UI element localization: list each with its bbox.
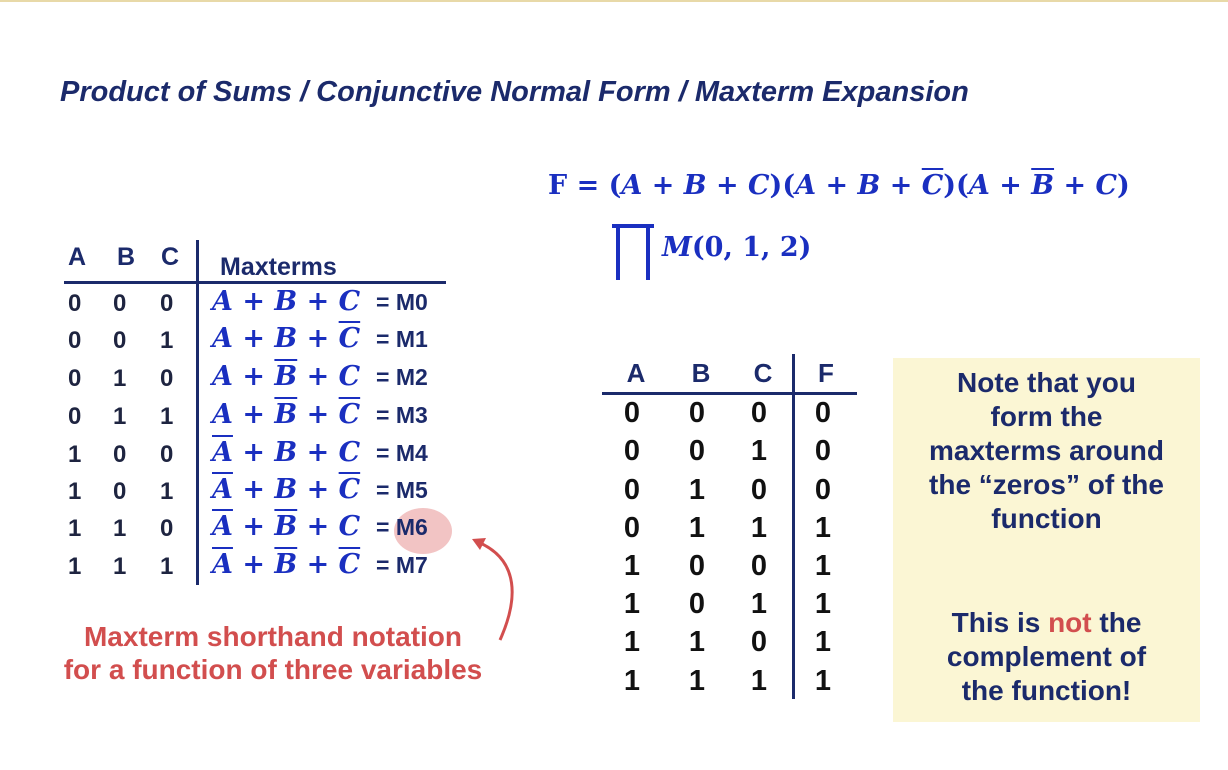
tt-row-0-a: 0 [623,397,641,429]
tt-row-1-b: 0 [688,435,706,467]
mt-row-3-label: = M3 [376,402,428,428]
tt-row-4-a: 1 [623,550,641,582]
tt-row-5-f: 1 [814,588,832,620]
mt-header-b: B [117,243,136,271]
tt-row-7-a: 1 [623,665,641,697]
top-rule [0,0,1228,2]
mt-row-2-label: = M2 [376,364,428,390]
tt-row-4-b: 0 [688,550,706,582]
tt-row-6-c: 0 [750,626,768,658]
tt-row-3-b: 1 [688,512,706,544]
mt-row-3-b: 1 [113,403,127,430]
mt-row-5-b: 0 [113,478,127,505]
tt-row-6-a: 1 [623,626,641,658]
mt-row-2-maxterm: $A + \overline{B} + C$ [212,361,361,392]
tt-row-6-f: 1 [814,626,832,658]
mt-row-7-a: 1 [68,553,82,580]
note-box [893,358,1200,722]
mt-row-5-maxterm: $\overline{A} + B + \overline{C}$ [212,474,361,505]
mt-row-4-label: = M4 [376,440,428,466]
tt-row-6-b: 1 [688,626,706,658]
mt-row-7-maxterm: $\overline{A} + \overline{B} + \overline{C}$ [212,549,361,580]
mt-row-0-a: 0 [68,290,82,317]
tt-row-1-c: 1 [750,435,768,467]
pos-formula [548,170,1130,201]
mt-row-4-maxterm: $\overline{A} + B + C$ [212,437,361,468]
mt-row-2-a: 0 [68,365,82,392]
tt-row-0-b: 0 [688,397,706,429]
mt-row-5-label: = M5 [376,477,428,503]
annotation-line-2: for a function of three variables [63,654,483,685]
mt-header-c: C [161,243,180,271]
tt-row-7-f: 1 [814,665,832,697]
mt-row-0-c: 0 [160,290,174,317]
mt-row-6-a: 1 [68,515,82,542]
mt-row-7-b: 1 [113,553,127,580]
mt-header-rule [64,281,446,284]
tt-row-4-f: 1 [814,550,832,582]
mt-row-3-c: 1 [160,403,174,430]
mt-row-7-c: 1 [160,553,174,580]
mt-row-3-a: 0 [68,403,82,430]
tt-row-2-a: 0 [623,474,641,506]
tt-row-2-b: 1 [688,474,706,506]
mt-row-1-c: 1 [160,327,174,354]
mt-row-6-c: 0 [160,515,174,542]
mt-row-0-label: = M0 [376,289,428,315]
mt-row-2-c: 0 [160,365,174,392]
note-emphasis-not: not [1048,607,1092,638]
mt-row-6-label: = M6 [376,514,428,540]
pi-notation: M(0, 1, 2) [610,222,811,282]
tt-row-3-c: 1 [750,512,768,544]
tt-row-3-f: 1 [814,512,832,544]
note-paragraph-2: This is not the complement of the function! [946,607,1147,706]
tt-header-c: C [753,358,773,388]
mt-row-1-maxterm: $A + B + \overline{C}$ [212,323,361,354]
tt-row-1-f: 0 [814,435,832,467]
pi-args: (0, 1, 2) [691,232,812,263]
mt-row-3-maxterm: $A + \overline{B} + \overline{C}$ [212,399,361,430]
mt-row-4-a: 1 [68,441,82,468]
mt-row-0-b: 0 [113,290,127,317]
tt-row-7-c: 1 [750,665,768,697]
mt-row-5-a: 1 [68,478,82,505]
tt-header-rule [602,392,857,395]
tt-header-a: A [626,358,646,388]
tt-column-rule [792,354,795,699]
annotation-line-1: Maxterm shorthand notation [83,621,462,652]
slide-title: Product of Sums / Conjunctive Normal Form / Maxterm Expansion [60,76,969,108]
tt-row-4-c: 0 [750,550,768,582]
tt-row-5-b: 0 [688,588,706,620]
mt-row-2-b: 1 [113,365,127,392]
formula-lhs: F = [548,170,600,201]
mt-row-7-label: = M7 [376,552,428,578]
mt-row-6-b: 1 [113,515,127,542]
tt-row-3-a: 0 [623,512,641,544]
mt-column-rule [196,240,199,585]
annotation-text [28,620,518,686]
mt-row-5-c: 1 [160,478,174,505]
term-2: $(A + B + \overline{C})$ [782,170,957,201]
note-paragraph-1: Note that you form the maxterms around the “zeros” of the function [929,367,1164,534]
mt-row-4-c: 0 [160,441,174,468]
mt-row-0-maxterm: A + B + C [212,286,361,317]
tt-header-f: F [818,358,834,388]
mt-row-1-label: = M1 [376,326,428,352]
mt-row-6-maxterm: $\overline{A} + \overline{B} + C$ [212,511,361,542]
tt-row-5-a: 1 [623,588,641,620]
term-1: (A + B + C) [608,170,783,201]
tt-row-2-c: 0 [750,474,768,506]
mt-row-1-b: 0 [113,327,127,354]
tt-header-b: B [691,358,711,388]
tt-row-7-b: 1 [688,665,706,697]
tt-row-0-c: 0 [750,397,768,429]
tt-row-5-c: 1 [750,588,768,620]
tt-row-2-f: 0 [814,474,832,506]
tt-row-0-f: 0 [814,397,832,429]
mt-row-4-b: 0 [113,441,127,468]
tt-row-1-a: 0 [623,435,641,467]
term-3: $(A + \overline{B} + C)$ [956,170,1130,201]
mt-row-1-a: 0 [68,327,82,354]
mt-header-a: A [68,243,87,271]
mt-header-maxterms: Maxterms [220,253,337,281]
product-symbol-icon [610,222,656,282]
